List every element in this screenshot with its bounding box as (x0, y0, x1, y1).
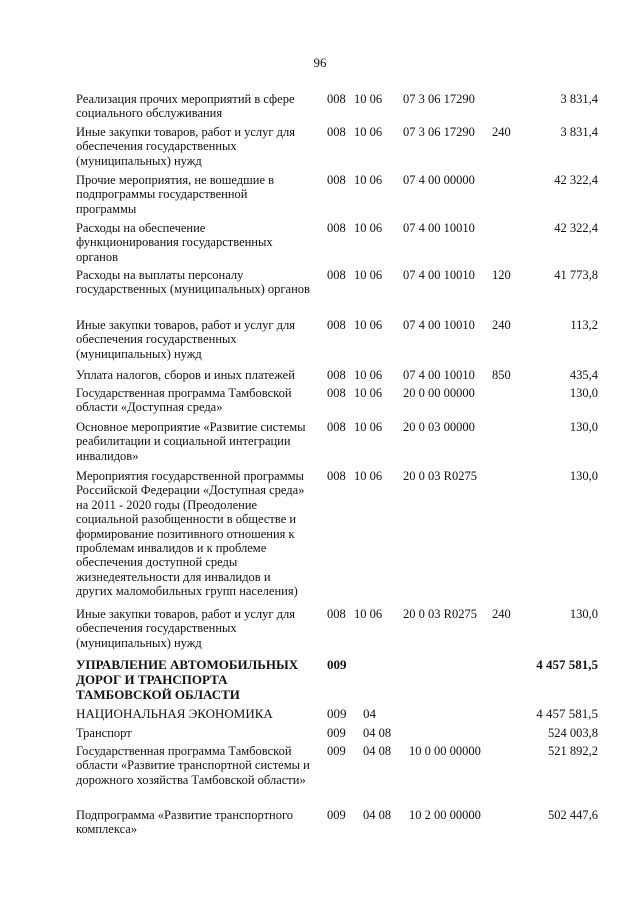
row-csr: 10 0 00 00000 (409, 744, 481, 758)
row-name: Уплата налогов, сборов и иных платежей (76, 368, 295, 382)
row-csr: 07 4 00 00000 (403, 173, 475, 187)
row-amount: 524 003,8 (548, 726, 598, 740)
page-number: 96 (313, 55, 327, 70)
row-csr: 07 4 00 10010 (403, 368, 475, 382)
row-rz: 10 06 (354, 420, 383, 434)
row-vr: 240 (492, 318, 511, 332)
row-amount: 521 892,2 (548, 744, 598, 758)
row-amount: 502 447,6 (548, 808, 598, 822)
row-rz: 04 08 (363, 726, 392, 740)
row-csr: 07 3 06 17290 (403, 125, 475, 139)
row-ved: 009 (327, 744, 346, 758)
row-amount: 41 773,8 (554, 268, 598, 282)
row-rz: 10 06 (354, 368, 383, 382)
row-amount: 4 457 581,5 (536, 706, 598, 721)
row-ved: 008 (327, 125, 346, 139)
row-amount: 3 831,4 (560, 92, 598, 106)
row-rz: 04 08 (363, 744, 392, 758)
row-amount: 42 322,4 (554, 173, 598, 187)
row-name: Расходы на выплаты персоналу государственных (муниципальных) органов (76, 268, 310, 297)
row-ved: 008 (327, 420, 346, 434)
row-ved: 008 (327, 92, 346, 106)
row-vr: 120 (492, 268, 511, 282)
row-csr: 07 4 00 10010 (403, 268, 475, 282)
row-rz: 10 06 (354, 386, 383, 400)
row-amount: 3 831,4 (560, 125, 598, 139)
row-name: УПРАВЛЕНИЕ АВТОМОБИЛЬНЫХ ДОРОГ И ТРАНСПОРТА ТАМБОВСКОЙ ОБЛАСТИ (76, 657, 299, 702)
row-amount: 4 457 581,5 (536, 657, 598, 672)
row-rz: 04 (363, 706, 376, 721)
row-name: Основное мероприятие «Развитие системы реабилитации и социальной интеграции инвалидов» (76, 420, 306, 463)
row-rz: 10 06 (354, 125, 383, 139)
row-amount: 130,0 (569, 607, 598, 621)
row-name: Государственная программа Тамбовской области «Развитие транспортной системы и дорожного хозяйства Тамбовской области» (76, 744, 310, 787)
row-vr: 240 (492, 125, 511, 139)
row-name: Иные закупки товаров, работ и услуг для обеспечения государственных (муниципальных) нужд (76, 125, 296, 168)
row-ved: 008 (327, 221, 346, 235)
row-csr: 07 3 06 17290 (403, 92, 475, 106)
row-rz: 10 06 (354, 221, 383, 235)
row-vr: 240 (492, 607, 511, 621)
row-ved: 009 (327, 706, 347, 721)
row-vr: 850 (492, 368, 511, 382)
row-name: Расходы на обеспечение функционирования государственных органов (76, 221, 273, 264)
row-ved: 008 (327, 469, 346, 483)
row-ved: 009 (327, 808, 346, 822)
row-rz: 10 06 (354, 607, 383, 621)
row-name: Прочие мероприятия, не вошедшие в подпрограммы государственной программы (76, 173, 275, 216)
row-rz: 10 06 (354, 469, 383, 483)
row-amount: 130,0 (569, 469, 598, 483)
row-name: Государственная программа Тамбовской области «Доступная среда» (76, 386, 292, 415)
row-rz: 10 06 (354, 92, 383, 106)
row-ved: 008 (327, 386, 346, 400)
row-amount: 113,2 (570, 318, 598, 332)
row-amount: 130,0 (569, 386, 598, 400)
row-csr: 07 4 00 10010 (403, 221, 475, 235)
row-ved: 009 (327, 726, 346, 740)
row-ved: 008 (327, 268, 346, 282)
row-csr: 10 2 00 00000 (409, 808, 481, 822)
row-ved: 008 (327, 368, 346, 382)
row-name: Реализация прочих мероприятий в сфере социального обслуживания (76, 92, 295, 121)
row-amount: 435,4 (569, 368, 598, 382)
row-ved: 009 (327, 657, 347, 672)
row-ved: 008 (327, 173, 346, 187)
row-name: Иные закупки товаров, работ и услуг для обеспечения государственных (муниципальных) нужд (76, 607, 296, 650)
row-csr: 20 0 03 00000 (403, 420, 475, 434)
row-csr: 20 0 00 00000 (403, 386, 475, 400)
row-name: Иные закупки товаров, работ и услуг для обеспечения государственных (муниципальных) нужд (76, 318, 296, 361)
row-name: Мероприятия государственной программы Российской Федерации «Доступная среда» на 2011 - 2020 годы (Преодоление социальной разобщенности в обществе и формирование позитивного отношения к проблемам инвалидов и к проблеме обеспечения доступной среды жизнедеятельности для инвалидов и других маломобильных групп населения) (76, 469, 305, 599)
row-name: НАЦИОНАЛЬНАЯ ЭКОНОМИКА (76, 706, 273, 721)
row-rz: 10 06 (354, 173, 383, 187)
row-csr: 07 4 00 10010 (403, 318, 475, 332)
row-amount: 130,0 (569, 420, 598, 434)
row-name: Транспорт (76, 726, 132, 740)
row-name: Подпрограмма «Развитие транспортного комплекса» (76, 808, 294, 837)
row-csr: 20 0 03 R0275 (403, 607, 477, 621)
row-rz: 04 08 (363, 808, 392, 822)
row-ved: 008 (327, 318, 346, 332)
row-amount: 42 322,4 (554, 221, 598, 235)
row-ved: 008 (327, 607, 346, 621)
row-rz: 10 06 (354, 268, 383, 282)
row-rz: 10 06 (354, 318, 383, 332)
row-csr: 20 0 03 R0275 (403, 469, 477, 483)
